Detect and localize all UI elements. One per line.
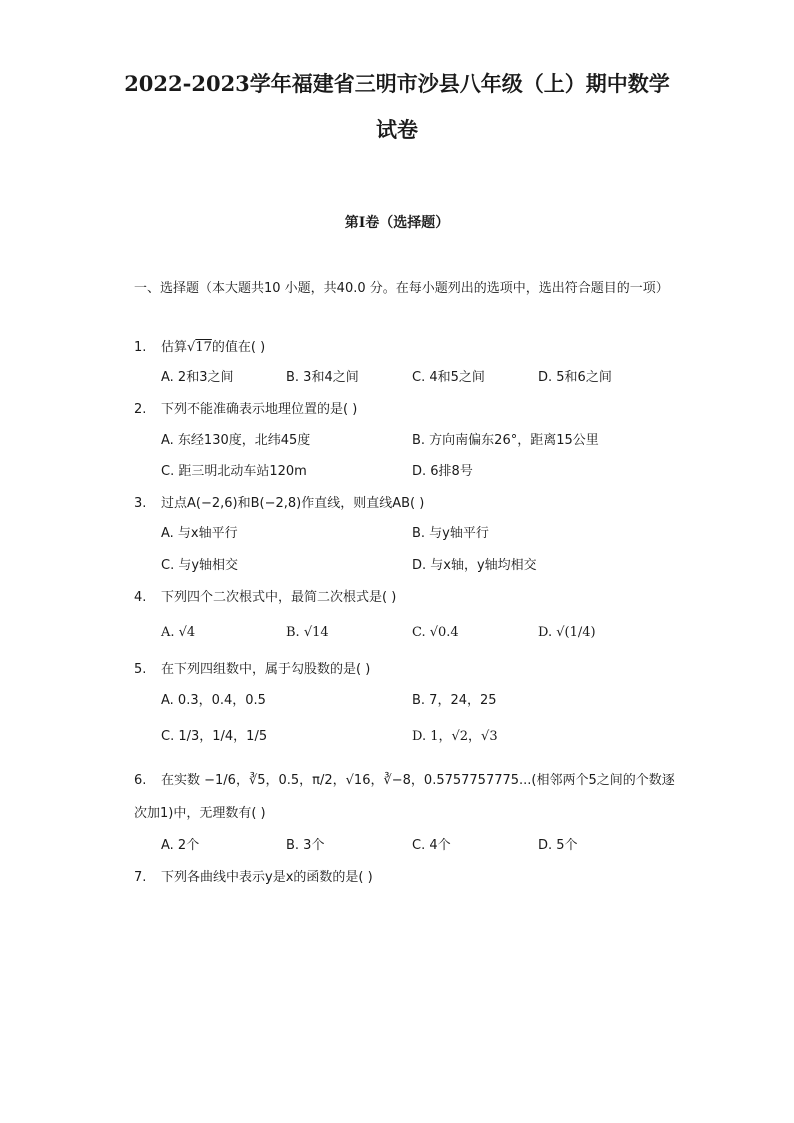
option-d: D. 5和6之间 xyxy=(538,370,612,385)
option-b: B. √14 xyxy=(286,625,329,640)
question-7 xyxy=(134,868,373,888)
option-b: B. 3个 xyxy=(286,838,325,853)
option-c: C. 1/3，1/4，1/5 xyxy=(161,729,268,744)
sqrt-symbol: √ xyxy=(187,340,196,355)
question-number: 3. xyxy=(134,496,147,511)
question-4 xyxy=(134,588,396,608)
exam-title-line1: 2022-2023学年福建省三明市沙县八年级（上）期中数学 xyxy=(124,71,670,96)
question-text: 过点A(−2,6)和B(−2,8)作直线，则直线AB( ) xyxy=(161,496,425,511)
option-d: D. √(1/4) xyxy=(538,625,596,640)
option-c: C. 4和5之间 xyxy=(412,370,485,385)
option-a: A. 2和3之间 xyxy=(161,370,234,385)
question-1 xyxy=(134,338,265,358)
part-heading: 一、选择题（本大题共10 小题，共40.0 分。在每小题列出的选项中，选出符合题目的一项） xyxy=(134,281,669,296)
option-a: A. 东经130度，北纬45度 xyxy=(161,433,311,448)
option-a: A. 2个 xyxy=(161,838,200,853)
question-number: 4. xyxy=(134,590,147,605)
question-3 xyxy=(134,494,424,514)
question-5 xyxy=(134,660,370,680)
radicand: 17 xyxy=(195,340,212,355)
question-text: 下列不能准确表示地理位置的是( ) xyxy=(161,402,358,417)
question-2 xyxy=(134,400,357,420)
option-d: D. 5个 xyxy=(538,838,578,853)
option-b: B. 3和4之间 xyxy=(286,370,359,385)
option-d: D. 6排8号 xyxy=(412,464,473,479)
question-number: 2. xyxy=(134,402,147,417)
question-number: 7. xyxy=(134,870,147,885)
option-a: A. 与x轴平行 xyxy=(161,526,238,541)
option-b: B. 7，24，25 xyxy=(412,693,497,708)
option-d: D. 1，√2，√3 xyxy=(412,729,498,744)
question-text-post: 的值在( ) xyxy=(211,340,266,355)
option-d: D. 与x轴，y轴均相交 xyxy=(412,558,537,573)
question-6-continued: 次加1)中，无理数有( ) xyxy=(134,806,266,821)
question-text: 在下列四组数中，属于勾股数的是( ) xyxy=(161,662,371,677)
option-c: C. 距三明北动车站120m xyxy=(161,464,307,479)
option-c: C. √0.4 xyxy=(412,625,459,640)
section-heading: 第I卷（选择题） xyxy=(344,215,450,231)
option-b: B. 方向南偏东26°，距离15公里 xyxy=(412,433,599,448)
option-c: C. 4个 xyxy=(412,838,451,853)
question-number: 6. xyxy=(134,773,147,788)
question-text: 下列四个二次根式中，最简二次根式是( ) xyxy=(161,590,397,605)
question-6 xyxy=(134,771,675,791)
question-number: 5. xyxy=(134,662,147,677)
option-a: A. √4 xyxy=(161,625,196,640)
option-a: A. 0.3，0.4，0.5 xyxy=(161,693,266,708)
option-b: B. 与y轴平行 xyxy=(412,526,489,541)
question-text-pre: 估算 xyxy=(161,340,188,355)
option-c: C. 与y轴相交 xyxy=(161,558,239,573)
question-number: 1. xyxy=(134,340,147,355)
question-text: 在实数 −1/6，∛5，0.5，π/2，√16，∛−8，0.5757757775...(相邻两个5之间的个数逐 xyxy=(161,773,675,788)
question-text: 下列各曲线中表示y是x的函数的是( ) xyxy=(161,870,373,885)
exam-title-line2: 试卷 xyxy=(376,117,418,142)
